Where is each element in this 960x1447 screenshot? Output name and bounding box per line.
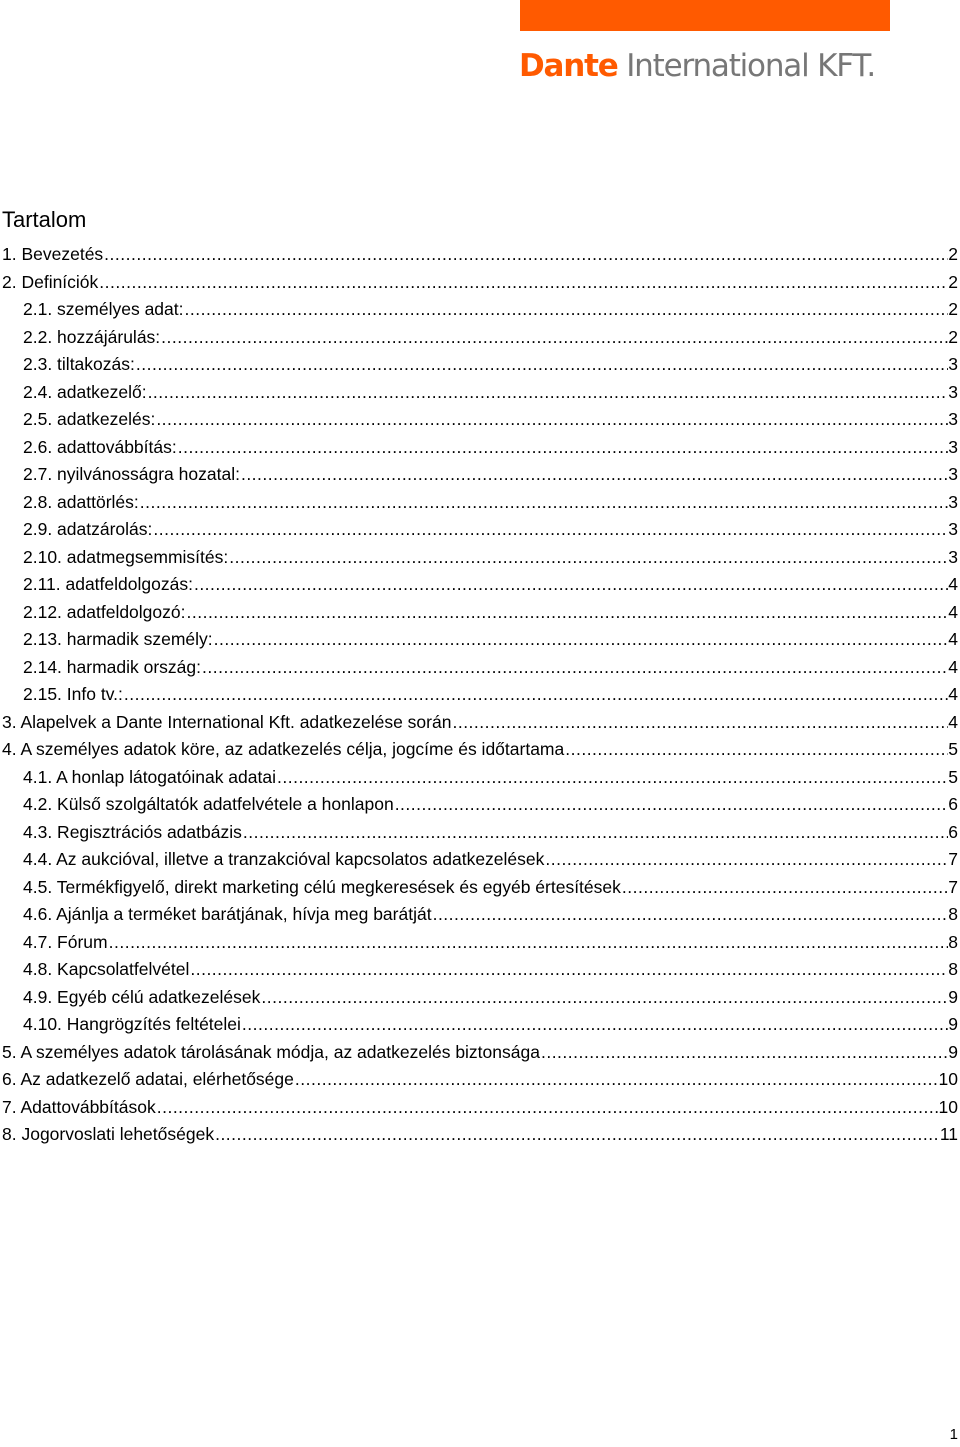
toc-entry-page: 4 [948, 574, 958, 594]
toc-entry[interactable] [0, 461, 960, 489]
toc-entry[interactable] [0, 846, 960, 874]
toc-entry-page: 2 [948, 299, 958, 319]
toc-entry-label: 4.10. Hangrögzítés feltételei [23, 1014, 241, 1034]
toc-entry[interactable] [0, 544, 960, 572]
toc-entry-page: 8 [948, 904, 958, 924]
toc-entry-page: 4 [948, 711, 958, 732]
toc-entry[interactable] [0, 956, 960, 984]
toc-entry-page: 3 [948, 491, 958, 512]
toc-entry[interactable] [0, 791, 960, 819]
toc-entry[interactable] [0, 489, 960, 517]
toc-leader-dots [156, 1094, 939, 1122]
toc-leader-dots [394, 791, 949, 819]
toc-leader-dots [621, 874, 948, 902]
toc-entry-page: 3 [948, 546, 958, 567]
toc-entry-label: 2.3. tiltakozás: [23, 354, 135, 374]
toc-entry[interactable] [0, 379, 960, 407]
toc-leader-dots [152, 516, 948, 544]
toc-entry-page: 5 [948, 739, 958, 759]
toc-entry-page: 2 [948, 271, 958, 292]
toc-entry-label: 2.5. adatkezelés: [23, 409, 156, 429]
toc-leader-dots [228, 544, 948, 572]
toc-leader-dots [103, 241, 948, 269]
toc-entry[interactable] [0, 351, 960, 379]
toc-entry-page: 7 [948, 849, 958, 869]
toc-entry[interactable] [0, 1066, 960, 1094]
toc-entry[interactable] [0, 654, 960, 682]
toc-entry-label: 2.13. harmadik személy: [23, 629, 213, 649]
toc-entry-page: 2 [948, 244, 958, 264]
toc-leader-dots [193, 571, 948, 599]
toc-entry[interactable] [0, 1039, 960, 1067]
toc-entry-label: 4.5. Termékfigyelő, direkt marketing célú megkeresések és egyéb értesítések [23, 876, 621, 897]
toc-entry[interactable] [0, 874, 960, 902]
toc-entry-page: 5 [948, 766, 958, 787]
toc-entry-label: 3. Alapelvek a Dante International Kft. adatkezelése során [2, 711, 452, 732]
toc-entry-label: 2.14. harmadik ország: [23, 656, 202, 677]
toc-entry-label: 4.1. A honlap látogatóinak adatai [23, 766, 276, 787]
toc-entry-page: 4 [948, 656, 958, 677]
toc-entry-page: 2 [948, 326, 958, 347]
toc-entry[interactable] [0, 324, 960, 352]
toc-leader-dots [123, 681, 948, 709]
toc-leader-dots [214, 1121, 940, 1149]
toc-entry-page: 3 [948, 436, 958, 457]
toc-entry[interactable] [0, 571, 960, 599]
toc-entry-label: 2.11. adatfeldolgozás: [23, 574, 193, 594]
toc-entry-page: 4 [948, 601, 958, 622]
toc-leader-dots [139, 489, 948, 517]
toc-entry-page: 4 [948, 629, 958, 649]
toc-entry[interactable] [0, 599, 960, 627]
header-accent-bar [520, 0, 890, 31]
company-logo [519, 46, 891, 86]
toc-entry-label: 2.10. adatmegsemmisítés: [23, 546, 229, 567]
toc-entry[interactable] [0, 901, 960, 929]
toc-entry[interactable] [0, 736, 960, 764]
toc-entry[interactable] [0, 269, 960, 297]
toc-entry[interactable] [0, 296, 960, 324]
toc-entry-page: 9 [948, 986, 958, 1007]
toc-entry-label: 4.4. Az aukcióval, illetve a tranzakcióval kapcsolatos adatkezelések [23, 849, 545, 869]
toc-leader-dots [544, 846, 948, 874]
logo-text-rest: International KFT. [617, 48, 876, 84]
toc-entry[interactable] [0, 819, 960, 847]
table-of-contents [0, 241, 960, 1149]
toc-leader-dots [260, 984, 948, 1012]
toc-entry-page: 10 [938, 1096, 958, 1117]
toc-entry-label: 2.9. adatzárolás: [23, 519, 153, 539]
toc-leader-dots [294, 1066, 939, 1094]
toc-entry[interactable] [0, 1094, 960, 1122]
toc-entry-page: 3 [948, 519, 958, 539]
toc-entry[interactable] [0, 1011, 960, 1039]
toc-entry-label: 4.3. Regisztrációs adatbázis [23, 821, 242, 842]
toc-leader-dots [186, 599, 949, 627]
toc-entry-page: 8 [948, 959, 958, 979]
toc-leader-dots [241, 1011, 948, 1039]
toc-leader-dots [201, 654, 948, 682]
toc-entry[interactable] [0, 516, 960, 544]
toc-entry-page: 9 [948, 1041, 958, 1062]
toc-entry-page: 9 [948, 1014, 958, 1034]
toc-entry-page: 3 [948, 354, 958, 374]
toc-entry-page: 7 [948, 876, 958, 897]
toc-entry[interactable] [0, 681, 960, 709]
toc-entry-label: 4.8. Kapcsolatfelvétel [23, 959, 190, 979]
toc-leader-dots [240, 461, 948, 489]
toc-entry[interactable] [0, 1121, 960, 1149]
toc-entry-page: 3 [948, 381, 958, 402]
toc-leader-dots [184, 296, 949, 324]
toc-title: Tartalom [2, 207, 87, 232]
toc-entry[interactable] [0, 929, 960, 957]
toc-entry-label: 4.7. Fórum [23, 931, 108, 952]
toc-leader-dots [155, 406, 948, 434]
toc-entry-page: 11 [939, 1124, 958, 1144]
toc-entry-label: 2. Definíciók [2, 271, 99, 292]
toc-entry-label: 4.2. Külső szolgáltatók adatfelvétele a honlapon [23, 794, 394, 814]
toc-entry-label: 2.8. adattörlés: [23, 491, 139, 512]
toc-leader-dots [213, 626, 949, 654]
toc-entry-page: 6 [948, 794, 958, 814]
toc-entry-page: 6 [948, 821, 958, 842]
toc-leader-dots [135, 351, 948, 379]
toc-entry-page: 3 [948, 409, 958, 429]
toc-leader-dots [276, 764, 948, 792]
toc-leader-dots [160, 324, 948, 352]
toc-leader-dots [98, 269, 948, 297]
logo-text-bold: Dante [519, 48, 618, 84]
toc-entry-label: 6. Az adatkezelő adatai, elérhetősége [2, 1069, 294, 1089]
toc-leader-dots [432, 901, 949, 929]
toc-entry[interactable] [0, 764, 960, 792]
toc-entry-label: 2.1. személyes adat: [23, 299, 184, 319]
toc-entry-label: 2.15. Info tv.: [23, 684, 123, 704]
toc-leader-dots [564, 736, 948, 764]
toc-leader-dots [451, 709, 948, 737]
toc-entry-page: 8 [948, 931, 958, 952]
toc-entry[interactable] [0, 709, 960, 737]
toc-entry-page: 4 [948, 684, 958, 704]
toc-leader-dots [108, 929, 949, 957]
toc-entry[interactable] [0, 241, 960, 269]
toc-leader-dots [540, 1039, 948, 1067]
toc-entry[interactable] [0, 984, 960, 1012]
toc-entry-label: 1. Bevezetés [2, 244, 104, 264]
toc-entry-label: 4.6. Ajánlja a terméket barátjának, hívja meg barátját [23, 904, 432, 924]
toc-leader-dots [242, 819, 948, 847]
toc-entry[interactable] [0, 626, 960, 654]
toc-entry-label: 7. Adattovábbítások [2, 1096, 156, 1117]
toc-entry-label: 2.2. hozzájárulás: [23, 326, 161, 347]
page-number: 1 [949, 1426, 958, 1443]
toc-entry-label: 2.12. adatfeldolgozó: [23, 601, 186, 622]
toc-entry-label: 4.9. Egyéb célú adatkezelések [23, 986, 261, 1007]
toc-entry[interactable] [0, 406, 960, 434]
toc-entry-label: 4. A személyes adatok köre, az adatkezelés célja, jogcíme és időtartama [2, 739, 565, 759]
toc-leader-dots [189, 956, 948, 984]
toc-entry-label: 2.6. adattovábbítás: [23, 436, 177, 457]
toc-leader-dots [147, 379, 949, 407]
toc-entry[interactable] [0, 434, 960, 462]
toc-entry-label: 8. Jogorvoslati lehetőségek [2, 1124, 215, 1144]
toc-entry-label: 2.7. nyilvánosságra hozatal: [23, 464, 240, 484]
toc-entry-page: 10 [938, 1069, 958, 1089]
toc-entry-page: 3 [948, 464, 958, 484]
toc-entry-label: 2.4. adatkezelő: [23, 381, 147, 402]
toc-leader-dots [177, 434, 949, 462]
toc-entry-label: 5. A személyes adatok tárolásának módja, az adatkezelés biztonsága [2, 1041, 540, 1062]
